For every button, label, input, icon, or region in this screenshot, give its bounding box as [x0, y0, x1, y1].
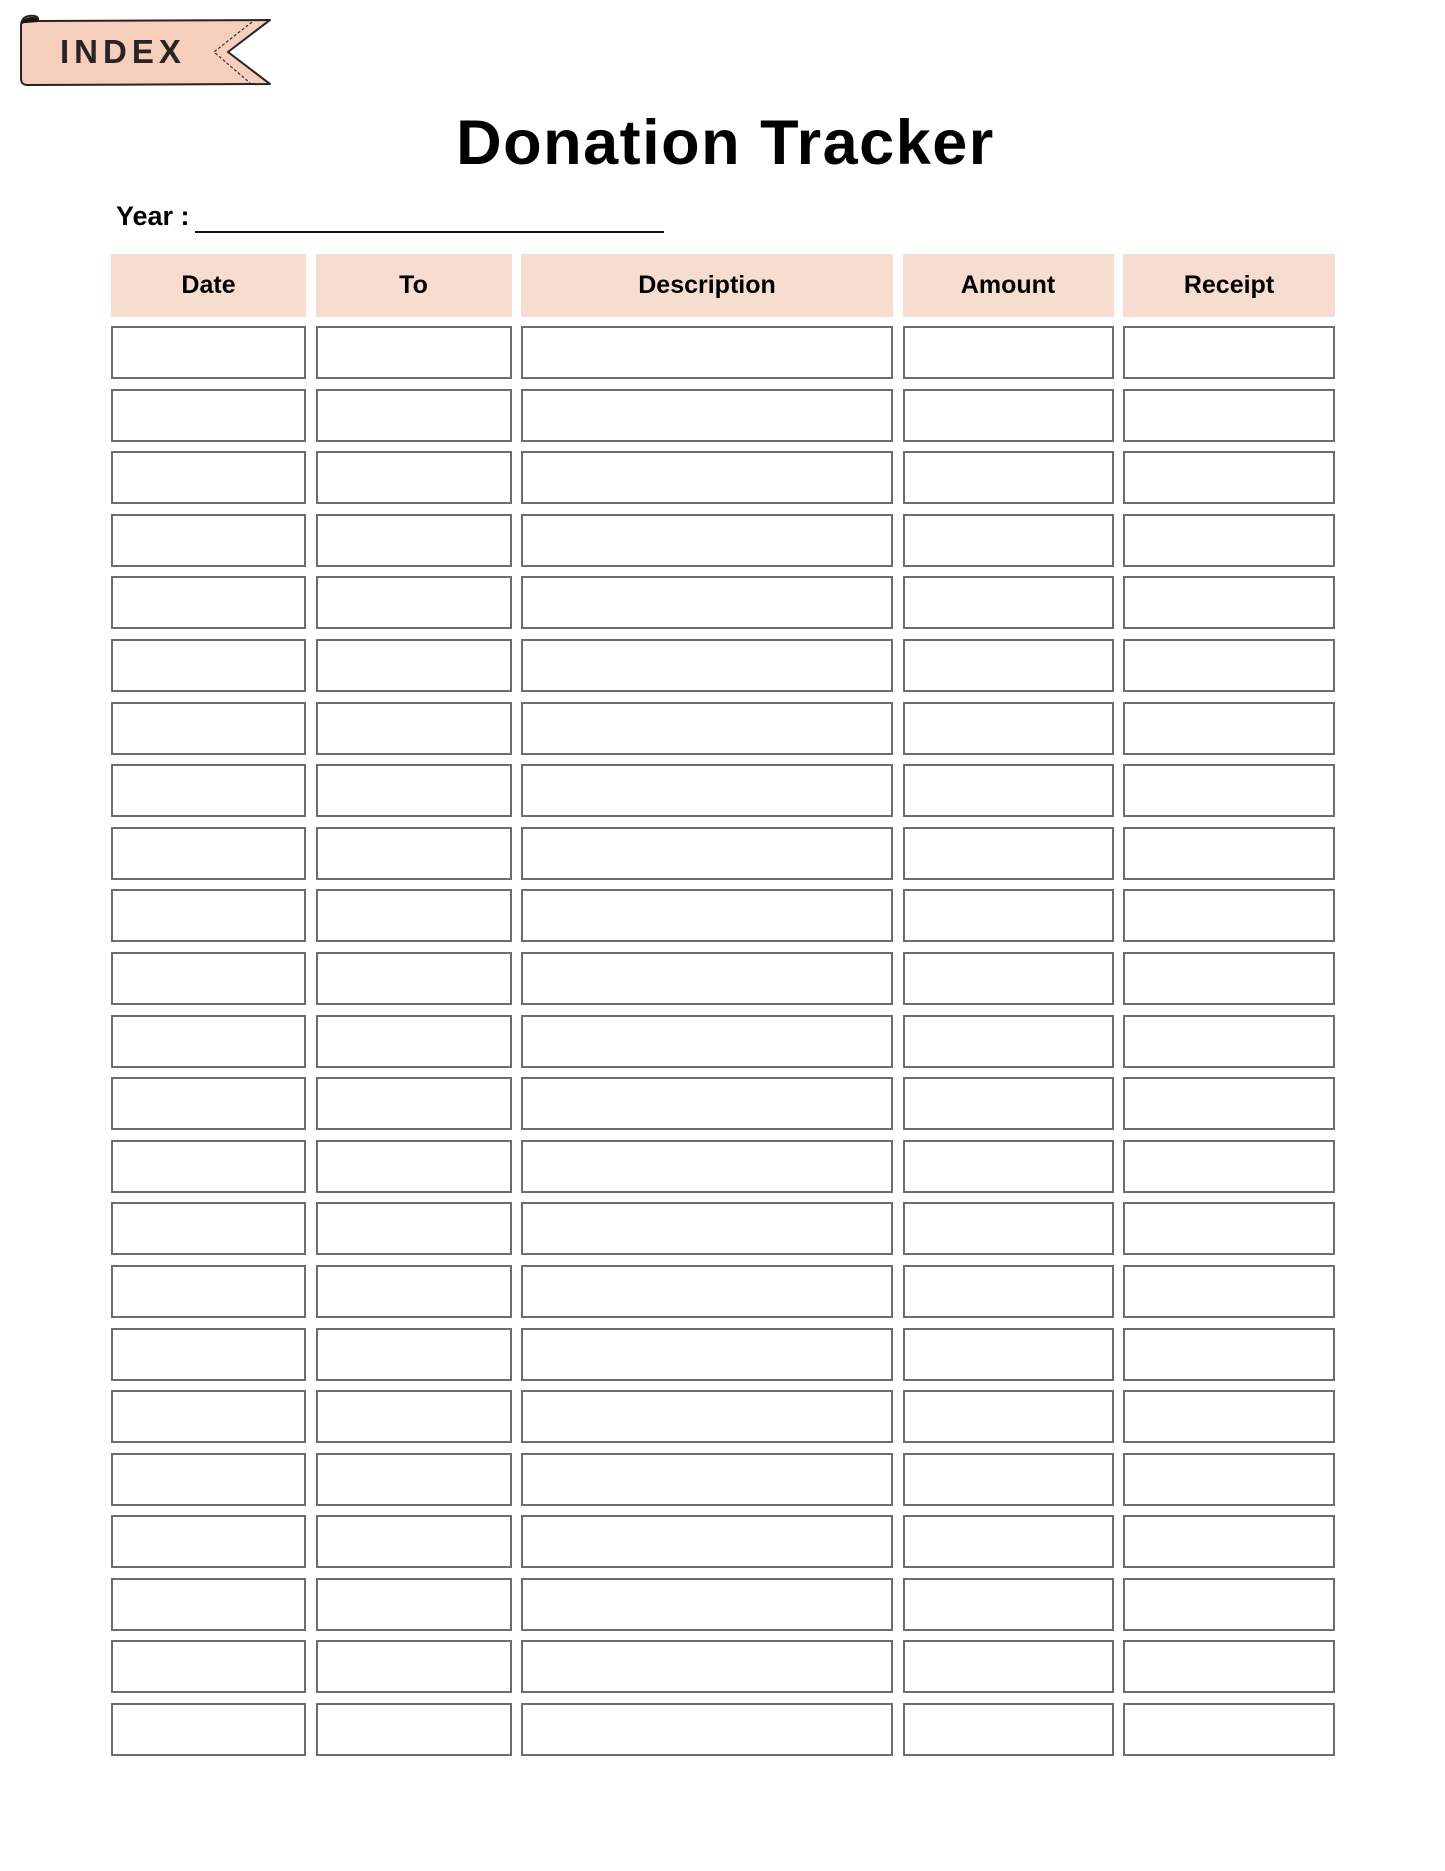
table-row — [111, 889, 1335, 942]
cell-receipt-input[interactable] — [1123, 576, 1335, 629]
cell-amount-input[interactable] — [903, 1265, 1114, 1318]
cell-date-input[interactable] — [111, 1140, 306, 1193]
column-header-amount: Amount — [903, 254, 1114, 317]
cell-amount-input[interactable] — [903, 514, 1114, 567]
cell-date-input[interactable] — [111, 576, 306, 629]
cell-to-input[interactable] — [316, 576, 512, 629]
cell-description-input[interactable] — [521, 1202, 893, 1255]
cell-receipt-input[interactable] — [1123, 1202, 1335, 1255]
index-tab-button[interactable] — [18, 14, 278, 90]
cell-receipt-input[interactable] — [1123, 952, 1335, 1005]
table-row — [111, 1328, 1335, 1381]
table-row — [111, 764, 1335, 817]
column-header-date: Date — [111, 254, 306, 317]
cell-receipt-input[interactable] — [1123, 1328, 1335, 1381]
table-body — [111, 326, 1335, 1756]
cell-to-input[interactable] — [316, 889, 512, 942]
cell-description-input[interactable] — [521, 1703, 893, 1756]
table-header — [111, 254, 1335, 317]
cell-description-input[interactable] — [521, 1640, 893, 1693]
cell-amount-input[interactable] — [903, 326, 1114, 379]
cell-receipt-input[interactable] — [1123, 1015, 1335, 1068]
cell-amount-input[interactable] — [903, 1390, 1114, 1443]
column-header-description: Description — [521, 254, 893, 317]
cell-receipt-input[interactable] — [1123, 1265, 1335, 1318]
cell-receipt-input[interactable] — [1123, 1390, 1335, 1443]
cell-date-input[interactable] — [111, 1703, 306, 1756]
cell-to-input[interactable] — [316, 1015, 512, 1068]
table-row — [111, 1202, 1335, 1255]
cell-receipt-input[interactable] — [1123, 326, 1335, 379]
cell-to-input[interactable] — [316, 1328, 512, 1381]
table-row — [111, 639, 1335, 692]
cell-to-input[interactable] — [316, 1140, 512, 1193]
cell-description-input[interactable] — [521, 451, 893, 504]
cell-description-input[interactable] — [521, 1578, 893, 1631]
cell-description-input[interactable] — [521, 764, 893, 817]
column-header-receipt: Receipt — [1123, 254, 1335, 317]
cell-receipt-input[interactable] — [1123, 389, 1335, 442]
cell-date-input[interactable] — [111, 514, 306, 567]
cell-to-input[interactable] — [316, 451, 512, 504]
cell-amount-input[interactable] — [903, 1703, 1114, 1756]
table-row — [111, 1077, 1335, 1130]
cell-to-input[interactable] — [316, 702, 512, 755]
year-label: Year : — [116, 201, 190, 231]
page-title-text: Donation Tracker — [456, 108, 995, 178]
cell-receipt-input[interactable] — [1123, 764, 1335, 817]
cell-description-input[interactable] — [521, 639, 893, 692]
cell-date-input[interactable] — [111, 1640, 306, 1693]
cell-date-input[interactable] — [111, 764, 306, 817]
table-row — [111, 1140, 1335, 1193]
cell-to-input[interactable] — [316, 1578, 512, 1631]
cell-description-input[interactable] — [521, 889, 893, 942]
cell-amount-input[interactable] — [903, 1578, 1114, 1631]
cell-date-input[interactable] — [111, 702, 306, 755]
cell-receipt-input[interactable] — [1123, 827, 1335, 880]
cell-receipt-input[interactable] — [1123, 702, 1335, 755]
cell-to-input[interactable] — [316, 1640, 512, 1693]
table-row — [111, 827, 1335, 880]
cell-description-input[interactable] — [521, 1265, 893, 1318]
cell-date-input[interactable] — [111, 326, 306, 379]
cell-date-input[interactable] — [111, 952, 306, 1005]
cell-receipt-input[interactable] — [1123, 1640, 1335, 1693]
table-row — [111, 514, 1335, 567]
cell-to-input[interactable] — [316, 1515, 512, 1568]
table-row — [111, 1453, 1335, 1506]
table-row — [111, 1578, 1335, 1631]
cell-receipt-input[interactable] — [1123, 1077, 1335, 1130]
cell-description-input[interactable] — [521, 1390, 893, 1443]
cell-to-input[interactable] — [316, 389, 512, 442]
cell-amount-input[interactable] — [903, 1015, 1114, 1068]
cell-description-input[interactable] — [521, 326, 893, 379]
cell-receipt-input[interactable] — [1123, 451, 1335, 504]
table-row — [111, 1390, 1335, 1443]
table-row — [111, 1703, 1335, 1756]
cell-amount-input[interactable] — [903, 1077, 1114, 1130]
cell-description-input[interactable] — [521, 1077, 893, 1130]
cell-to-input[interactable] — [316, 827, 512, 880]
cell-receipt-input[interactable] — [1123, 889, 1335, 942]
cell-amount-input[interactable] — [903, 1202, 1114, 1255]
cell-amount-input[interactable] — [903, 952, 1114, 1005]
cell-date-input[interactable] — [111, 1578, 306, 1631]
cell-date-input[interactable] — [111, 889, 306, 942]
cell-receipt-input[interactable] — [1123, 1703, 1335, 1756]
table-row — [111, 702, 1335, 755]
cell-amount-input[interactable] — [903, 1453, 1114, 1506]
cell-date-input[interactable] — [111, 1453, 306, 1506]
cell-receipt-input[interactable] — [1123, 1140, 1335, 1193]
cell-description-input[interactable] — [521, 1328, 893, 1381]
page-title — [0, 108, 1445, 178]
cell-amount-input[interactable] — [903, 1640, 1114, 1693]
cell-to-input[interactable] — [316, 764, 512, 817]
cell-to-input[interactable] — [316, 326, 512, 379]
table-row — [111, 952, 1335, 1005]
table-row — [111, 389, 1335, 442]
cell-date-input[interactable] — [111, 1015, 306, 1068]
table-row — [111, 1640, 1335, 1693]
cell-to-input[interactable] — [316, 1265, 512, 1318]
cell-description-input[interactable] — [521, 702, 893, 755]
table-row — [111, 451, 1335, 504]
cell-amount-input[interactable] — [903, 389, 1114, 442]
index-tab-label: INDEX — [60, 33, 186, 70]
cell-description-input[interactable] — [521, 576, 893, 629]
cell-amount-input[interactable] — [903, 889, 1114, 942]
column-header-to: To — [316, 254, 512, 317]
table-row — [111, 1015, 1335, 1068]
cell-to-input[interactable] — [316, 952, 512, 1005]
cell-receipt-input[interactable] — [1123, 514, 1335, 567]
cell-description-input[interactable] — [521, 389, 893, 442]
table-row — [111, 1515, 1335, 1568]
year-input[interactable] — [195, 231, 664, 233]
cell-to-input[interactable] — [316, 514, 512, 567]
cell-amount-input[interactable] — [903, 1328, 1114, 1381]
cell-date-input[interactable] — [111, 1328, 306, 1381]
cell-date-input[interactable] — [111, 827, 306, 880]
cell-to-input[interactable] — [316, 639, 512, 692]
cell-description-input[interactable] — [521, 1515, 893, 1568]
cell-receipt-input[interactable] — [1123, 1515, 1335, 1568]
cell-to-input[interactable] — [316, 1453, 512, 1506]
cell-date-input[interactable] — [111, 1515, 306, 1568]
table-row — [111, 326, 1335, 379]
cell-date-input[interactable] — [111, 639, 306, 692]
cell-to-input[interactable] — [316, 1077, 512, 1130]
cell-to-input[interactable] — [316, 1703, 512, 1756]
cell-description-input[interactable] — [521, 1015, 893, 1068]
cell-amount-input[interactable] — [903, 1140, 1114, 1193]
cell-amount-input[interactable] — [903, 451, 1114, 504]
cell-amount-input[interactable] — [903, 639, 1114, 692]
table-row — [111, 1265, 1335, 1318]
cell-amount-input[interactable] — [903, 827, 1114, 880]
cell-date-input[interactable] — [111, 389, 306, 442]
cell-amount-input[interactable] — [903, 576, 1114, 629]
cell-description-input[interactable] — [521, 1453, 893, 1506]
cell-date-input[interactable] — [111, 1077, 306, 1130]
cell-receipt-input[interactable] — [1123, 639, 1335, 692]
cell-date-input[interactable] — [111, 1202, 306, 1255]
cell-amount-input[interactable] — [903, 764, 1114, 817]
donation-table — [111, 254, 1335, 1756]
cell-description-input[interactable] — [521, 952, 893, 1005]
cell-date-input[interactable] — [111, 1390, 306, 1443]
cell-to-input[interactable] — [316, 1202, 512, 1255]
cell-description-input[interactable] — [521, 514, 893, 567]
cell-date-input[interactable] — [111, 1265, 306, 1318]
cell-amount-input[interactable] — [903, 702, 1114, 755]
table-row — [111, 576, 1335, 629]
cell-to-input[interactable] — [316, 1390, 512, 1443]
cell-description-input[interactable] — [521, 827, 893, 880]
cell-receipt-input[interactable] — [1123, 1453, 1335, 1506]
cell-description-input[interactable] — [521, 1140, 893, 1193]
cell-date-input[interactable] — [111, 451, 306, 504]
cell-amount-input[interactable] — [903, 1515, 1114, 1568]
cell-receipt-input[interactable] — [1123, 1578, 1335, 1631]
